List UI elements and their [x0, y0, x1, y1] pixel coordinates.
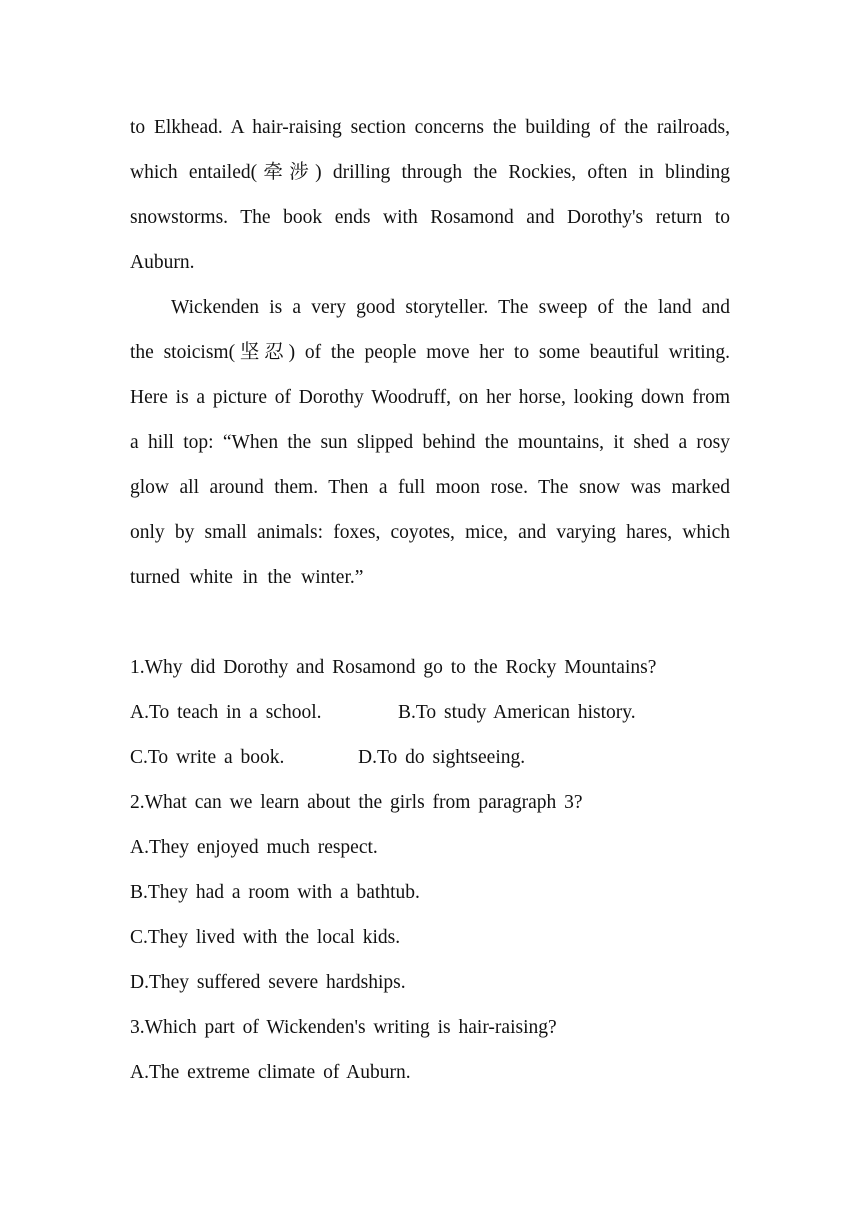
- question-2-option-b: B.They had a room with a bathtub.: [130, 882, 420, 903]
- passage-line: Wickenden is a very good storyteller. The sweep of the land and: [171, 297, 730, 318]
- passage-line: snowstorms. The book ends with Rosamond and Dorothy's return to: [130, 207, 730, 228]
- question-2-option-a: A.They enjoyed much respect.: [130, 837, 378, 858]
- question-2-option-c: C.They lived with the local kids.: [130, 927, 401, 948]
- question-3-option-a: A.The extreme climate of Auburn.: [130, 1062, 411, 1083]
- passage-line: the stoicism(坚忍) of the people move her to some beautiful writing.: [130, 342, 730, 363]
- question-1-option-c: C.To write a book.: [130, 747, 285, 768]
- question-3-stem: 3.Which part of Wickenden's writing is hair-raising?: [130, 1017, 557, 1038]
- passage-line: to Elkhead. A hair-raising section concerns the building of the railroads,: [130, 117, 730, 138]
- question-1-option-d: D.To do sightseeing.: [358, 747, 526, 768]
- passage-line: Here is a picture of Dorothy Woodruff, on her horse, looking down from: [130, 387, 730, 408]
- question-2-option-d: D.They suffered severe hardships.: [130, 972, 406, 993]
- passage-line: turned white in the winter.”: [130, 567, 364, 588]
- question-1-option-b: B.To study American history.: [398, 702, 636, 723]
- passage-line: which entailed(牵涉) drilling through the Rockies, often in blinding: [130, 162, 730, 183]
- question-2-stem: 2.What can we learn about the girls from paragraph 3?: [130, 792, 583, 813]
- passage-line: a hill top: “When the sun slipped behind the mountains, it shed a rosy: [130, 432, 730, 453]
- passage-line: Auburn.: [130, 252, 195, 273]
- question-1-options-row-1: [130, 690, 730, 735]
- passage-line: only by small animals: foxes, coyotes, mice, and varying hares, which: [130, 522, 730, 543]
- question-1-options-row-2: [130, 735, 730, 780]
- question-list: [130, 645, 730, 1095]
- passage-line: glow all around them. Then a full moon rose. The snow was marked: [130, 477, 730, 498]
- reading-passage: [130, 105, 730, 600]
- question-1-option-a: A.To teach in a school.: [130, 702, 322, 723]
- question-1-stem: 1.Why did Dorothy and Rosamond go to the Rocky Mountains?: [130, 657, 657, 678]
